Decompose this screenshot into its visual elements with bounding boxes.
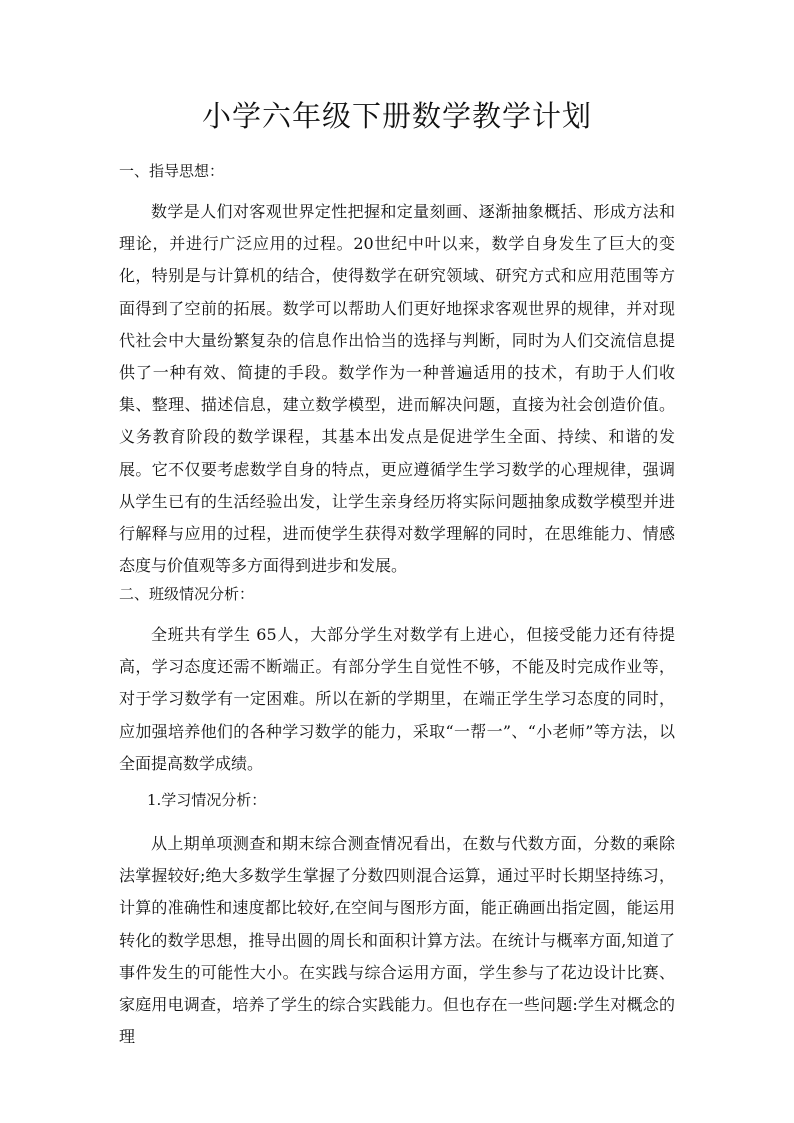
document-title: 小学六年级下册数学教学计划 <box>201 99 592 133</box>
section-heading-guiding-ideology: 一、指导思想： <box>119 162 225 180</box>
section-paragraph-guiding-ideology: 数学是人们对客观世界定性把握和定量刻画、逐渐抽象概括、形成方法和理论，并进行广泛应用的过程。20世纪中叶以来，数学自身发生了巨大的变化，特别是与计算机的结合，使得数学在研究领域、研究方式和应用范围等方面得到了空前的拓展。数学可以帮助人们更好地探求客观世界的规律，并对现代社会中大量纷繁复杂的信息作出恰当的选择与判断，同时为人们交流信息提供了一种有效、简捷的手段。数学作为一种普遍适用的技术，有助于人们收集、整理、描述信息，建立数学模型，进而解决问题，直接为社会创造价值。义务教育阶段的数学课程，其基本出发点是促进学生全面、持续、和谐的发展。它不仅要考虑数学自身的特点，更应遵循学生学习数学的心理规律，强调从学生已有的生活经验出发，让学生亲身经历将实际问题抽象成数学模型并进行解释与应用的过程，进而使学生获得对数学理解的同时，在思维能力、情感态度与价值观等多方面得到进步和发展。 <box>119 202 675 576</box>
section-heading-learning-analysis: 1.学习情况分析： <box>147 791 267 809</box>
section-paragraph-learning-analysis: 从上期单项测查和期末综合测查情况看出，在数与代数方面，分数的乘除法掌握较好;绝大多数学生掌握了分数四则混合运算，通过平时长期坚持练习，计算的准确性和速度都比较好,在空间与图形方面，能正确画出指定圆，能运用转化的数学思想，推导出圆的周长和面积计算方法。在统计与概率方面,知道了事件发生的可能性大小。在实践与综合运用方面，学生参与了花边设计比赛、家庭用电调查，培养了学生的综合实践能力。但也存在一些问题:学生对概念的理 <box>119 834 675 1047</box>
section-heading-class-analysis: 二、班级情况分析： <box>119 585 255 603</box>
section-paragraph-class-analysis: 全班共有学生 65人，大部分学生对数学有上进心，但接受能力还有待提高，学习态度还需不断端正。有部分学生自觉性不够，不能及时完成作业等，对于学习数学有一定困难。所以在新的学期里，在端正学生学习态度的同时，应加强培养他们的各种学习数学的能力，采取“一帮一”、“小老师”等方法，以全面提高数学成绩。 <box>119 625 675 773</box>
